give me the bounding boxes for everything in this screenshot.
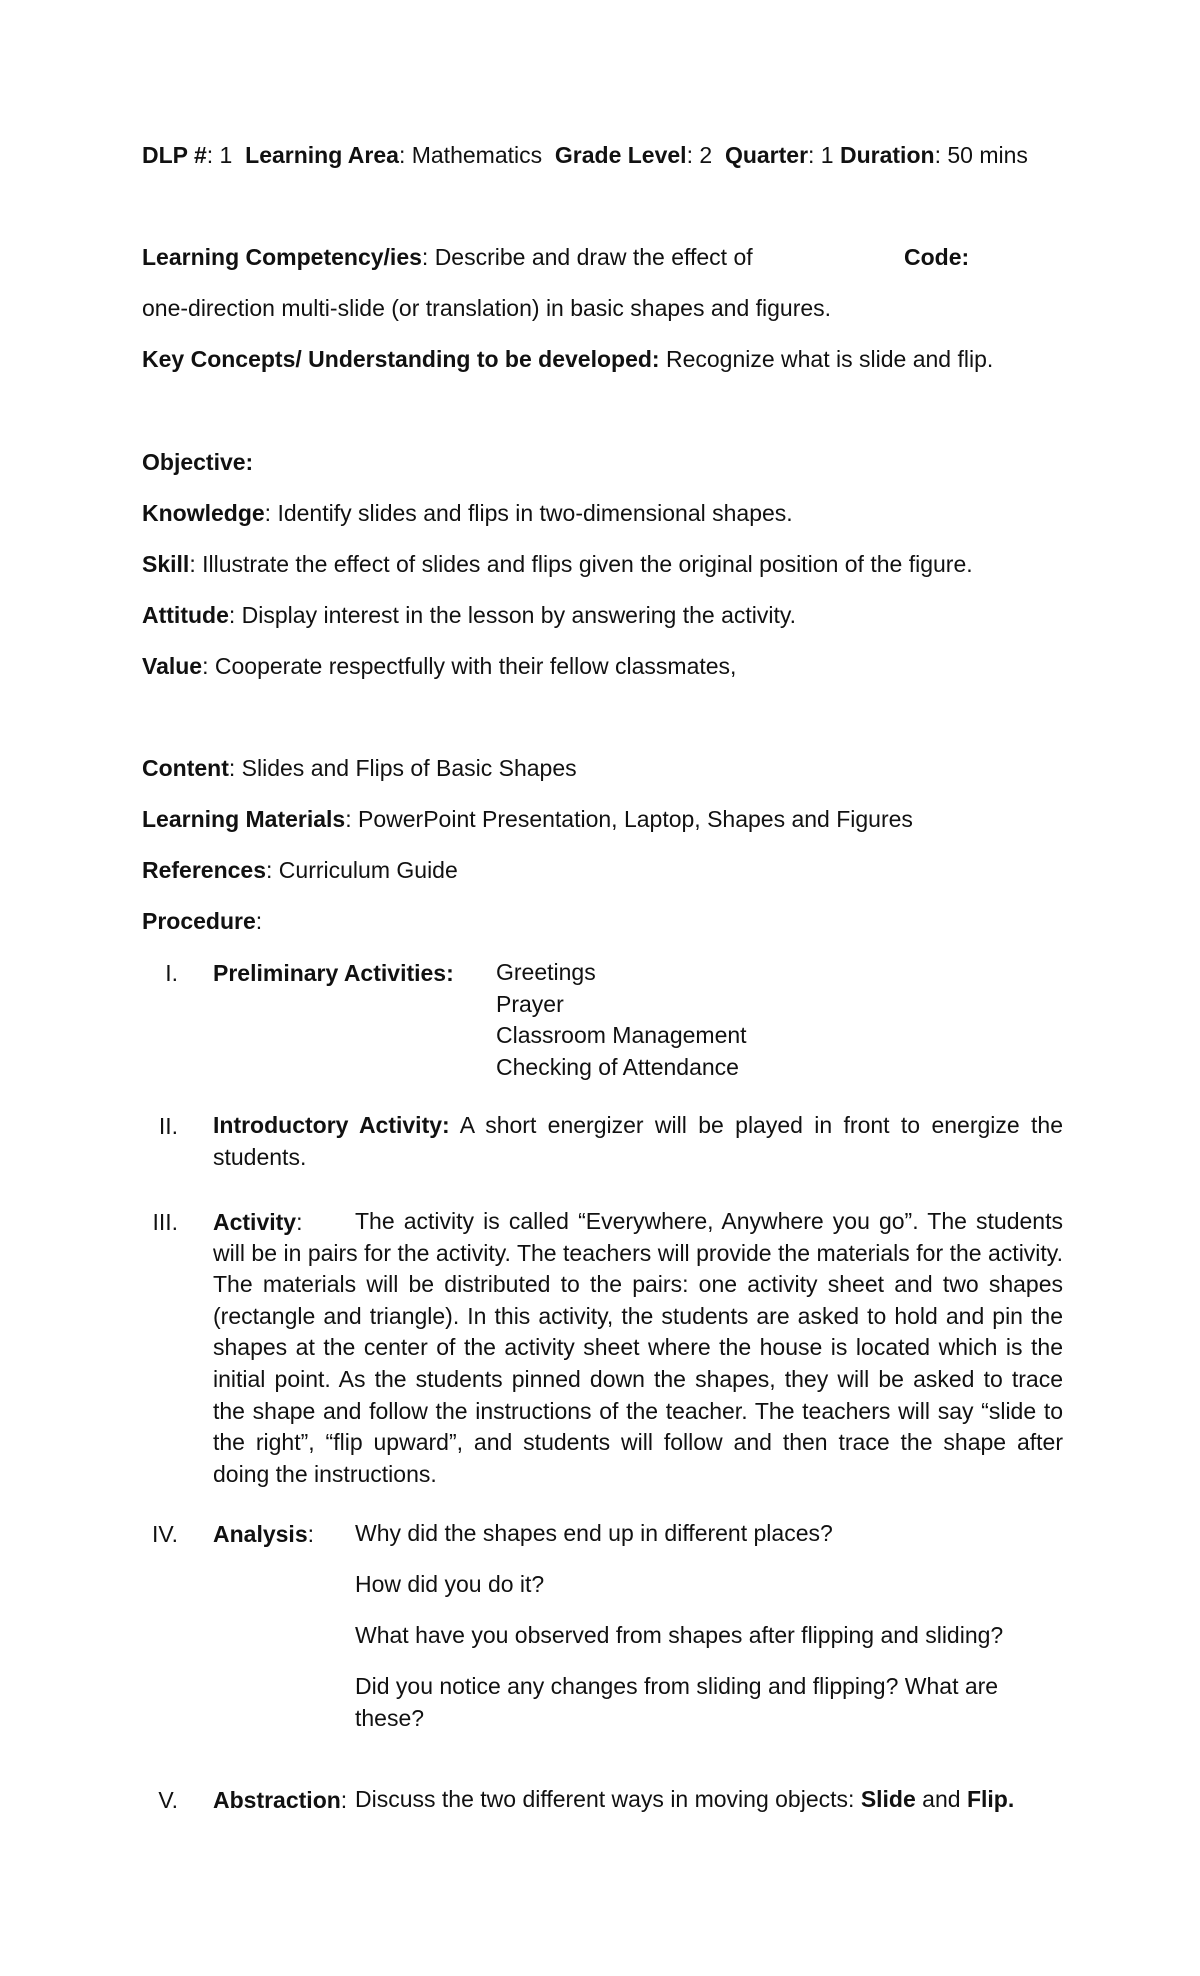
abstraction-text (355, 1784, 1014, 1816)
knowledge-line (142, 498, 793, 528)
code-label: Code: (904, 244, 970, 270)
references-line (142, 855, 458, 885)
step-colon: : (307, 1521, 314, 1547)
value-label: Value (142, 653, 203, 679)
grade-level-value: : 2 (686, 142, 713, 168)
key-concepts-line (142, 344, 993, 374)
attitude-text: : Display interest in the lesson by answering the activity. (228, 602, 797, 628)
dlp-label: DLP # (142, 142, 207, 168)
step-label: Analysis (213, 1521, 308, 1547)
step-text: A short energizer will be played in front to energize the students. (213, 1112, 1064, 1170)
knowledge-label: Knowledge (142, 500, 265, 526)
skill-text: : Illustrate the effect of slides and flips given the original position of the figure. (189, 551, 973, 577)
and-word: and (915, 1786, 967, 1812)
content-text: : Slides and Flips of Basic Shapes (228, 755, 577, 781)
materials-label: Learning Materials (142, 806, 346, 832)
step-label: Preliminary Activities: (213, 960, 454, 986)
competency-text: : Describe and draw the effect of (421, 244, 753, 270)
step-number: I. (165, 960, 178, 986)
analysis-question: How did you do it? (355, 1571, 545, 1597)
content-line (142, 753, 577, 783)
abstraction-body: Discuss the two different ways in moving objects: (355, 1786, 861, 1812)
step-label-row (213, 1518, 314, 1550)
key-concepts-text: Recognize what is slide and flip. (659, 346, 994, 372)
list-item: Prayer (496, 990, 564, 1017)
duration-label: Duration (840, 142, 935, 168)
materials-line (142, 804, 913, 834)
quarter-label: Quarter (724, 142, 809, 168)
value-text: : Cooperate respectfully with their fellow classmates, (202, 653, 737, 679)
list-item: Greetings (496, 959, 596, 985)
value-line (142, 651, 736, 681)
skill-line (142, 549, 973, 579)
references-text: : Curriculum Guide (266, 857, 458, 883)
preliminary-list (496, 957, 747, 1083)
step-label: Abstraction (213, 1787, 341, 1813)
header-line (142, 140, 1028, 170)
grade-level-label: Grade Level (554, 142, 687, 168)
step-number: IV. (151, 1521, 178, 1547)
learning-area-value: : Mathematics (398, 142, 543, 168)
flip-term: Flip. (966, 1786, 1015, 1812)
activity-paragraph: The activity is called “Everywhere, Anywhere you go”. The students will be in pairs for the activity. The teachers will provide the materials for the activity. The materials will be distributed to the pairs: one activity sheet and two shapes (rectangle and triangle). In this activity, the students are asked to hold and pin the shapes at the center of the activity sheet where the house is located which is the initial point. As the students pinned down the shapes, they will be asked to trace the shape and follow the instructions of the teacher. The teachers will say “slide to the right”, “flip upward”, and students will follow and then trace the shape after doing the instructions. (213, 1208, 1063, 1487)
step-label: Introductory Activity: (213, 1112, 450, 1138)
list-item: Checking of Attendance (496, 1053, 739, 1080)
step-colon: : (340, 1787, 348, 1813)
procedure-colon: : (255, 908, 263, 934)
competency-label: Learning Competency/ies (142, 244, 422, 270)
attitude-label: Attitude (142, 602, 229, 628)
references-label: References (142, 857, 267, 883)
step-number: V. (158, 1787, 178, 1813)
procedure-label: Procedure (142, 908, 256, 934)
analysis-question: What have you observed from shapes after flipping and sliding? (355, 1622, 1004, 1648)
attitude-line (142, 600, 796, 630)
list-item: Classroom Management (496, 1022, 747, 1049)
analysis-question: Did you notice any changes from sliding and flipping? What are these? (355, 1673, 999, 1731)
step-number: III. (152, 1209, 178, 1235)
analysis-question: Why did the shapes end up in different places? (355, 1520, 833, 1546)
objective-heading: Objective: (142, 449, 254, 475)
competency-line (142, 242, 753, 272)
knowledge-text: : Identify slides and flips in two-dimensional shapes. (264, 500, 793, 526)
step-label: Activity (213, 1209, 297, 1235)
content-label: Content (142, 755, 229, 781)
skill-label: Skill (142, 551, 190, 577)
dlp-value: : 1 (206, 142, 233, 168)
step-colon: : (296, 1209, 303, 1235)
duration-value: : 50 mins (934, 142, 1028, 168)
key-concepts-label: Key Concepts/ Understanding to be developed: (142, 346, 660, 372)
procedure-heading (142, 906, 262, 936)
quarter-value: : 1 (808, 142, 834, 168)
slide-term: Slide (860, 1786, 916, 1812)
step-label-row (213, 1784, 347, 1816)
introductory-paragraph (213, 1110, 1063, 1173)
competency-text-continued: one-direction multi-slide (or translation) in basic shapes and figures. (142, 295, 832, 321)
step-number: II. (158, 1113, 178, 1139)
materials-text: : PowerPoint Presentation, Laptop, Shapes and Figures (345, 806, 913, 832)
learning-area-label: Learning Area (245, 142, 399, 168)
